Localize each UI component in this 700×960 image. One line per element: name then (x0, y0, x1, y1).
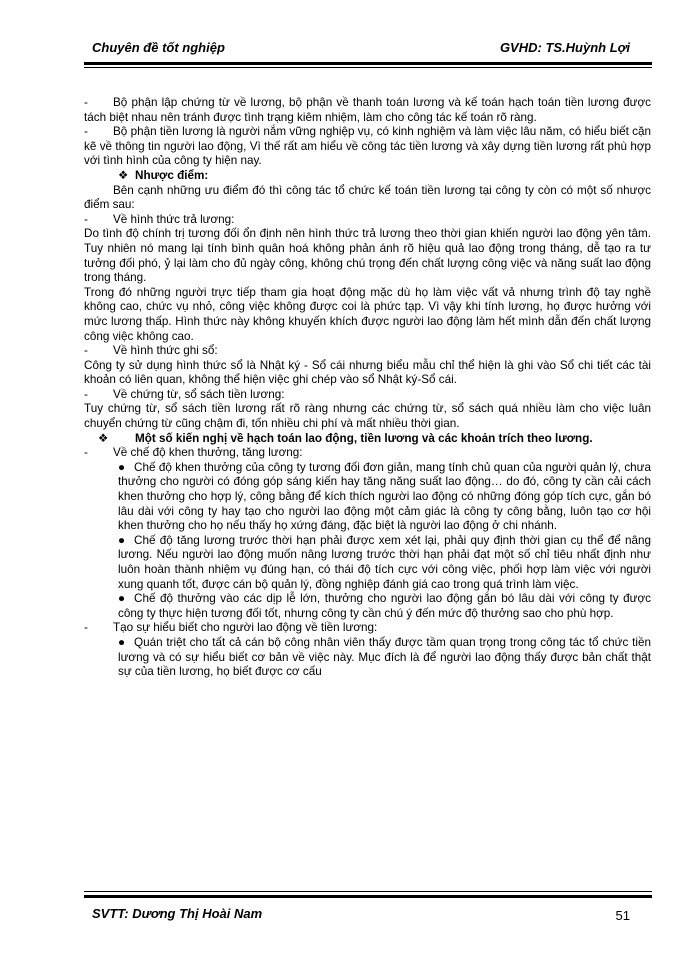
dash-marker: - (84, 344, 88, 358)
bullet-item: ● Chế độ khen thưởng của công ty tương đối đơn giản, mang tính chủ quan của người quản lý, chưa thưởng cho người có đóng góp sáng kiến hay tăng năng suất lao động… do đó, công ty cần cải cách khen thưởng cho hợp lý, công bằng để kích thích người lao động có những đóng góp tích cực, gắn bó lâu dài với công ty hay tạo cho người lao động một cảm giác là công ty công bằng, luôn tạo cơ hội khen thưởng cho họ nếu thấy họ xứng đáng, đặc biệt là người lao động ở chi nhánh. (118, 460, 651, 533)
dash-item: - Về chứng từ, sổ sách tiền lương: (84, 387, 285, 401)
paragraph: Tuy chứng từ, sổ sách tiền lương rất rõ ràng nhưng các chứng từ, sổ sách quá nhiều làm cho việc luân chuyển chứng từ cũng chậm đi, tốn nhiều chi phí và mất nhiều thời gian. (84, 402, 651, 431)
paragraph: - Bộ phận tiền lương là người nắm vững nghiệp vụ, có kinh nghiệm và làm việc lâu năm, có hiểu biết cặn kẽ về thông tin người lao động, Vì thế rất am hiểu về công tác tiền lương và xây dựng tiền lương rất phù hợp với tình hình của công ty hiện nay. (84, 125, 651, 168)
paragraph: Do tình độ chính trị tương đối ổn định nên hình thức trả lương theo thời gian khiến người lao động yên tâm. Tuy nhiên nó mang lại tính bình quân hoá không phản ánh rõ hiệu quả lao động trong tháng, dễ tạo ra tư tưởng đối phó, ỷ lại làm cho đủ ngày công, không chú trọng đến chất lượng công việc và năng suất lao động trong tháng. (84, 227, 651, 285)
bullet-dot-icon: ● (118, 635, 126, 649)
page-number: 51 (615, 908, 630, 923)
footer-student-name: SVTT: Dương Thị Hoài Nam (92, 906, 263, 921)
paragraph: - Bộ phận lập chứng từ về lương, bộ phận về thanh toán lương và kế toán hạch toán tiền lương được tách biệt nhau nên tránh được tình trạng kiêm nhiệm, làm cho công tác kế toán rõ ràng. (84, 96, 651, 124)
dash-marker: - (84, 212, 88, 226)
dash-marker: - (84, 446, 88, 460)
header-rule-thick (84, 62, 652, 65)
dash-marker: - (84, 387, 88, 401)
dash-marker: - (84, 621, 88, 635)
header-course-title: Chuyên đề tốt nghiệp (92, 40, 225, 55)
footer-rule-thick (84, 895, 652, 898)
paragraph: Bên cạnh những ưu điểm đó thì công tác tổ chức kế toán tiền lương tại công ty còn có một số nhược điểm sau: (84, 183, 651, 212)
header-rule-thin (84, 67, 652, 68)
dash-item: - Tạo sự hiểu biết cho người lao động về tiền lương: (84, 621, 378, 635)
bullet-item: ● Chế độ thưởng vào các dịp lễ lớn, thưởng cho người lao động gắn bó lâu dài với công ty được công ty thực hiện tương đối tốt, nhưng công ty cần chú ý đến mức độ thưởng sao cho phù hợp. (118, 592, 651, 620)
paragraph: Trong đó những người trực tiếp tham gia hoạt động mặc dù họ làm việc vất vả nhưng trình độ tay nghề không cao, chức vụ nhỏ, công việc không được coi là phức tạp. Vì vậy khi tính lương, họ được hưởng với mức lương thấp. Hình thức này không khuyến khích được người lao động làm hết mình dẫn đến chất lượng công việc không cao. (84, 285, 651, 343)
weakness-heading: ❖ Nhược điểm: (118, 168, 209, 182)
bullet-item: ● Chế độ tăng lương trước thời hạn phải được xem xét lại, phải quy định thời gian cụ thể để nâng lương. Nếu người lao động muốn nâng lương trước thời hạn phải đạt một số chỉ tiêu nhất định như luôn hoàn thành nhiệm vụ đúng hạn, có thái độ tích cực với công việc, phối hợp làm việc với người xung quanh tốt, được cán bộ quản lý, đồng nghiệp đánh giá cao trong quá trình làm việc. (118, 533, 651, 591)
header-advisor: GVHD: TS.Huỳnh Lợi (499, 40, 630, 55)
dash-item: - Về hình thức trả lương: (84, 212, 235, 226)
body-text (84, 96, 651, 680)
bullet-dot-icon: ● (118, 460, 126, 474)
paragraph: Công ty sử dụng hình thức sổ là Nhật ký - Sổ cái nhưng biểu mẫu chỉ thể hiện là ghi vào Sổ chi tiết các tài khoản có liên quan, không thể hiện việc ghi chép vào sổ Nhật ký-Sổ cái. (84, 358, 651, 387)
footer-rule-thin (84, 891, 652, 892)
diamond-bullet-icon: ❖ (118, 168, 129, 182)
dash-marker: - (84, 125, 88, 139)
dash-marker: - (84, 96, 88, 109)
dash-item: - Về hình thức ghi sổ: (84, 344, 218, 358)
bullet-item: ● Quán triệt cho tất cả cán bộ công nhân viên thấy được tầm quan trọng trong công tác tổ chức tiền lương và có sự hiểu biết cơ bản về việc này. Mục đích là để người lao động thấy được bản chất thật sự của tiền lương, họ biết được cơ cấu (118, 635, 651, 679)
bullet-dot-icon: ● (118, 533, 126, 547)
section-heading: ❖ Một số kiến nghị về hạch toán lao động, tiền lương và các khoản trích theo lương. (98, 431, 593, 445)
diamond-bullet-icon: ❖ (98, 431, 109, 445)
dash-item: - Về chế độ khen thưởng, tăng lương: (84, 446, 303, 460)
bullet-dot-icon: ● (118, 592, 126, 606)
